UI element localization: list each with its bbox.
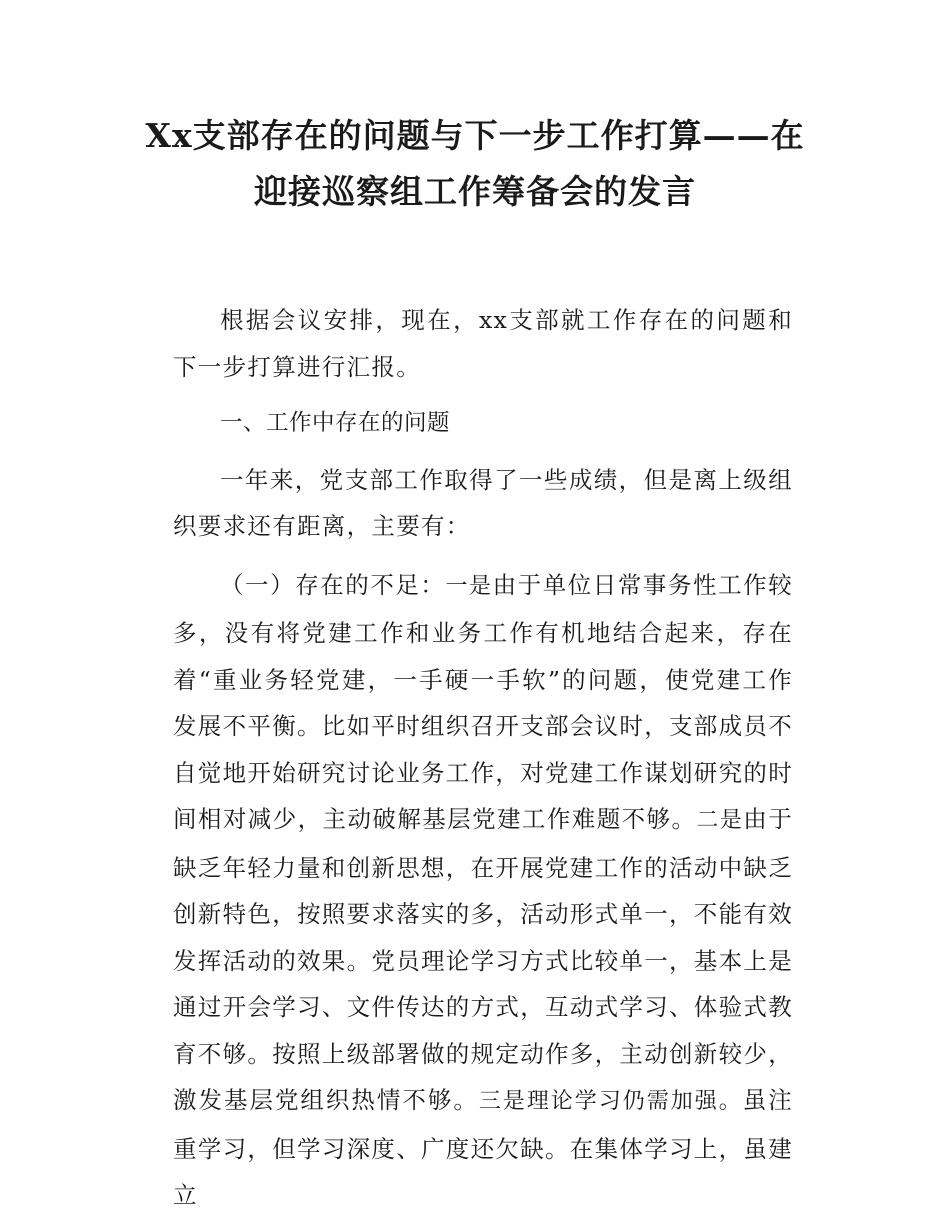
point-3-label: 三是理论学习仍需加强。 <box>478 1089 743 1114</box>
point-3-text: 虽注重学习，但学习深度、广度还欠缺。在集体学习上，虽建立 <box>173 1086 793 1209</box>
title-line-2: 迎接巡察组工作筹备会的发言 <box>254 172 696 211</box>
document-title <box>120 108 830 220</box>
sub-heading-prefix: （一）存在的不足： <box>220 570 446 599</box>
document-body <box>173 297 793 1219</box>
point-1-text: 由于单位日常事务性工作较多，没有将党建工作和业务工作有机地结合起来，存在着“重业务轻党建，一手硬一手软”的问题，使党建工作发展不平衡。比如平时组织召开支部会议时，支部成员不自觉地开始研究讨论业务工作，对党建工作谋划研究的时间相对减少，主动破解基层党建工作难题不够。 <box>173 570 793 833</box>
shortcomings-paragraph <box>173 562 793 1219</box>
point-1-label: 一是 <box>445 573 493 599</box>
section-lead-paragraph: 一年来，党支部工作取得了一些成绩，但是离上级组织要求还有距离，主要有： <box>173 465 793 540</box>
intro-paragraph: 根据会议安排，现在，xx支部就工作存在的问题和下一步打算进行汇报。 <box>173 306 793 381</box>
title-line-1: Xx支部存在的问题与下一步工作打算——在 <box>145 116 805 155</box>
point-2-text: 由于缺乏年轻力量和创新思想，在开展党建工作的活动中缺乏创新特色，按照要求落实的多，活动形式单一，不能有效发挥活动的效果。党员理论学习方式比较单一，基本上是通过开会学习、文件传达的方式，互动式学习、体验式教育不够。按照上级部署做的规定动作多，主动创新较少，激发基层党组织热情不够。 <box>173 805 793 1114</box>
section-heading-1: 一、工作中存在的问题 <box>220 410 451 436</box>
point-2-label: 二是 <box>696 808 744 833</box>
